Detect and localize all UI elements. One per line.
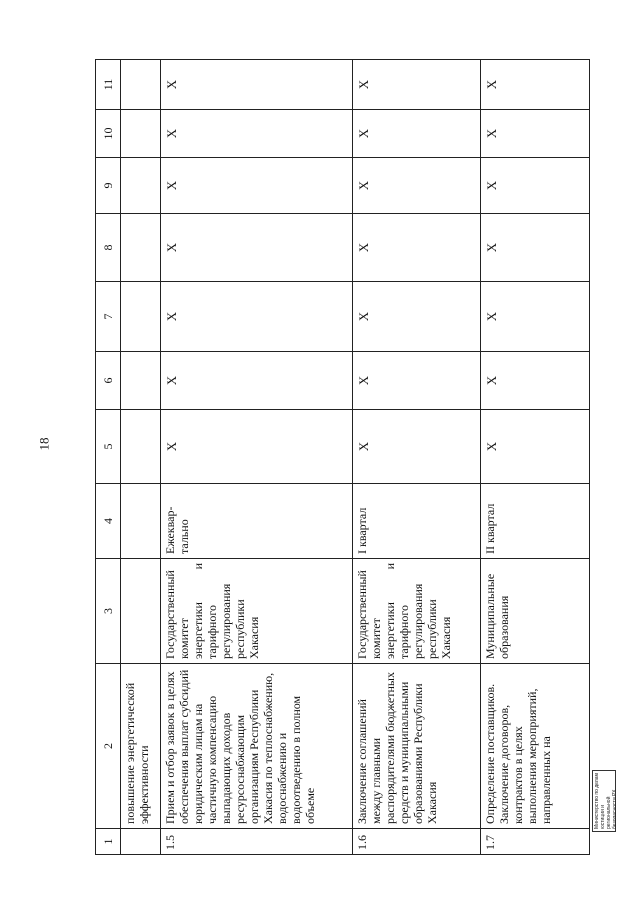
row-mark: X	[353, 110, 481, 158]
row-description: Определение поставщиков. Заключение договоров, контрактов в целях выполнения мероприятий, направленных на	[481, 664, 590, 829]
page-number: 18	[36, 437, 52, 451]
table-row	[161, 60, 353, 855]
col-num-6: 6	[96, 352, 121, 410]
row-mark: X	[161, 158, 353, 214]
row-mark: X	[161, 282, 353, 352]
col-num-10: 10	[96, 110, 121, 158]
row-executor: Государственный комитет энергетики и тарифного регулирования республики Хакасия	[353, 559, 481, 664]
row-mark: X	[161, 110, 353, 158]
col-num-1: 1	[96, 829, 121, 855]
row-mark: X	[353, 352, 481, 410]
row-mark: X	[481, 60, 590, 110]
row-number: 1.5	[161, 829, 353, 855]
table-row	[481, 60, 590, 855]
column-number-row	[96, 60, 121, 855]
row-number: 1.7	[481, 829, 590, 855]
plan-table	[95, 59, 590, 855]
row-mark: X	[353, 60, 481, 110]
row-term: Ежеквар-тально	[161, 484, 353, 559]
row-term: II квартал	[481, 484, 590, 559]
col-num-7: 7	[96, 282, 121, 352]
col-num-3: 3	[96, 559, 121, 664]
table-row	[353, 60, 481, 855]
row-mark: X	[161, 352, 353, 410]
registration-stamp: Министерство по делам юстиции и региональной безопасности РХ	[592, 770, 616, 832]
row-mark: X	[481, 282, 590, 352]
row-mark: X	[353, 158, 481, 214]
col-num-9: 9	[96, 158, 121, 214]
col-num-11: 11	[96, 60, 121, 110]
col-num-5: 5	[96, 410, 121, 484]
row-term: I квартал	[353, 484, 481, 559]
row-description: Заключение соглашений между главными распорядителями бюджетных средств и муниципальными образованиями Республики Хакасия	[353, 664, 481, 829]
row-description: Прием и отбор заявок в целях обеспечения выплат субсидий юридическим лицам на частичную компенсацию выпадающих доходов ресурсоснабжающим организациям Республики Хакасия по теплоснабжению, водоснабжению и водоотведению в полном объеме	[161, 664, 353, 829]
row-mark: X	[481, 158, 590, 214]
row-executor: Муниципальные образования	[481, 559, 590, 664]
col-num-8: 8	[96, 214, 121, 282]
row-mark: X	[353, 410, 481, 484]
row-executor: Государственный комитет энергетики и тарифного регулирования республики Хакасия	[161, 559, 353, 664]
row-mark: X	[481, 214, 590, 282]
row-mark: X	[481, 110, 590, 158]
col-num-2: 2	[96, 664, 121, 829]
row-mark: X	[481, 410, 590, 484]
row-mark: X	[353, 214, 481, 282]
row-mark: X	[161, 410, 353, 484]
section-continuation-text: повышение энергетической эффективности	[121, 664, 161, 829]
row-mark: X	[353, 282, 481, 352]
section-continuation-row	[121, 60, 161, 855]
table-container	[95, 60, 590, 855]
row-mark: X	[161, 214, 353, 282]
row-mark: X	[481, 352, 590, 410]
col-num-4: 4	[96, 484, 121, 559]
row-mark: X	[161, 60, 353, 110]
row-number: 1.6	[353, 829, 481, 855]
